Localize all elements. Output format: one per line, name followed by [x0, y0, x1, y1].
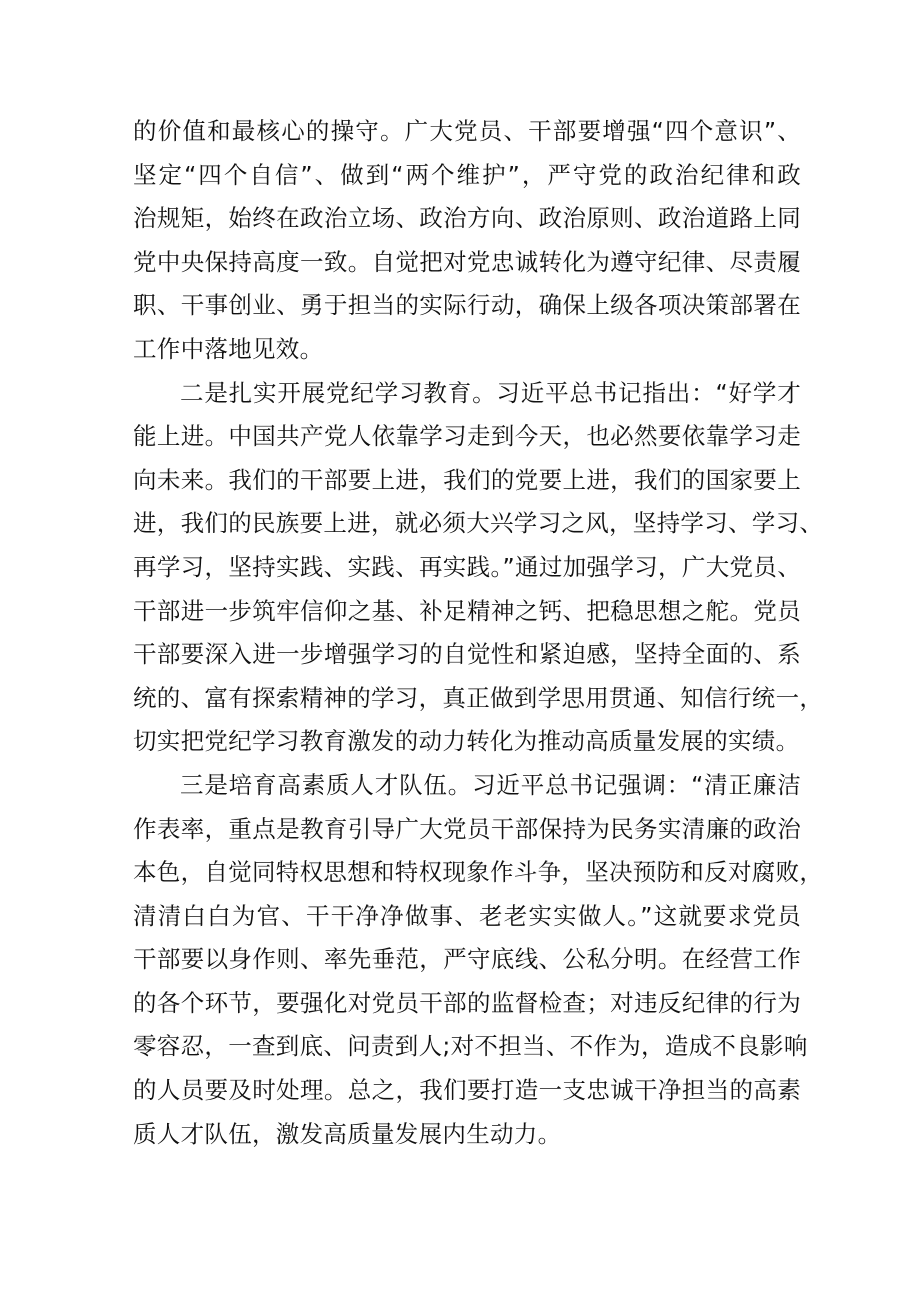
- text-line: 干部要深入进一步增强学习的自觉性和紧迫感，坚持全面的、系: [133, 640, 801, 669]
- text-line: 干部进一步筑牢信仰之基、补足精神之钙、把稳思想之舵。党员: [133, 596, 801, 625]
- text-line: 干部要以身作则、率先垂范，严守底线、公私分明。在经营工作: [133, 945, 801, 974]
- text-line: 工作中落地见效。: [133, 334, 324, 363]
- text-line: 再学习，坚持实践、实践、再实践。”通过加强学习，广大党员、: [133, 552, 801, 581]
- text-line: 清清白白为官、干干净净做事、老老实实做人。”这就要求党员: [133, 901, 801, 930]
- text-line: 的人员要及时处理。总之，我们要打造一支忠诚干净担当的高素: [133, 1076, 801, 1105]
- text-line: 本色，自觉同特权思想和特权现象作斗争，坚决预防和反对腐败，: [133, 858, 824, 887]
- text-line: 的各个环节，要强化对党员干部的监督检查；对违反纪律的行为: [133, 988, 801, 1017]
- text-line: 统的、富有探索精神的学习，真正做到学思用贯通、知信行统一，: [133, 683, 824, 712]
- document-body: [133, 110, 824, 1156]
- paragraph-2: [133, 372, 824, 764]
- text-line: 党中央保持高度一致。自觉把对党忠诚转化为遵守纪律、尽责履: [133, 247, 801, 276]
- text-line: 职、干事创业、勇于担当的实际行动，确保上级各项决策部署在: [133, 291, 801, 320]
- text-line: 治规矩，始终在政治立场、政治方向、政治原则、政治道路上同: [133, 204, 801, 233]
- text-line: 向未来。我们的干部要上进，我们的党要上进，我们的国家要上: [133, 465, 801, 494]
- text-line: 的价值和最核心的操守。广大党员、干部要增强“四个意识”、: [133, 117, 801, 145]
- text-line: 二是扎实开展党纪学习教育。习近平总书记指出：“好学才: [180, 378, 801, 407]
- text-line: 切实把党纪学习教育激发的动力转化为推动高质量发展的实绩。: [133, 727, 800, 756]
- text-line: 进，我们的民族要上进，就必须大兴学习之风，坚持学习、学习、: [133, 509, 824, 538]
- text-line: 质人才队伍，激发高质量发展内生动力。: [133, 1119, 562, 1148]
- text-line: 作表率，重点是教育引导广大党员干部保持为民务实清廉的政治: [133, 814, 801, 843]
- text-line: 坚定“四个自信”、做到“两个维护”，严守党的政治纪律和政: [133, 160, 801, 189]
- text-line: 三是培育高素质人才队伍。习近平总书记强调：“清正廉洁: [180, 770, 801, 799]
- text-line: 能上进。中国共产党人依靠学习走到今天，也必然要依靠学习走: [133, 422, 801, 451]
- text-line: 零容忍，一查到底、问责到人;对不担当、不作为，造成不良影响: [133, 1032, 808, 1061]
- paragraph-3: [133, 764, 824, 1156]
- paragraph-1: [133, 110, 801, 372]
